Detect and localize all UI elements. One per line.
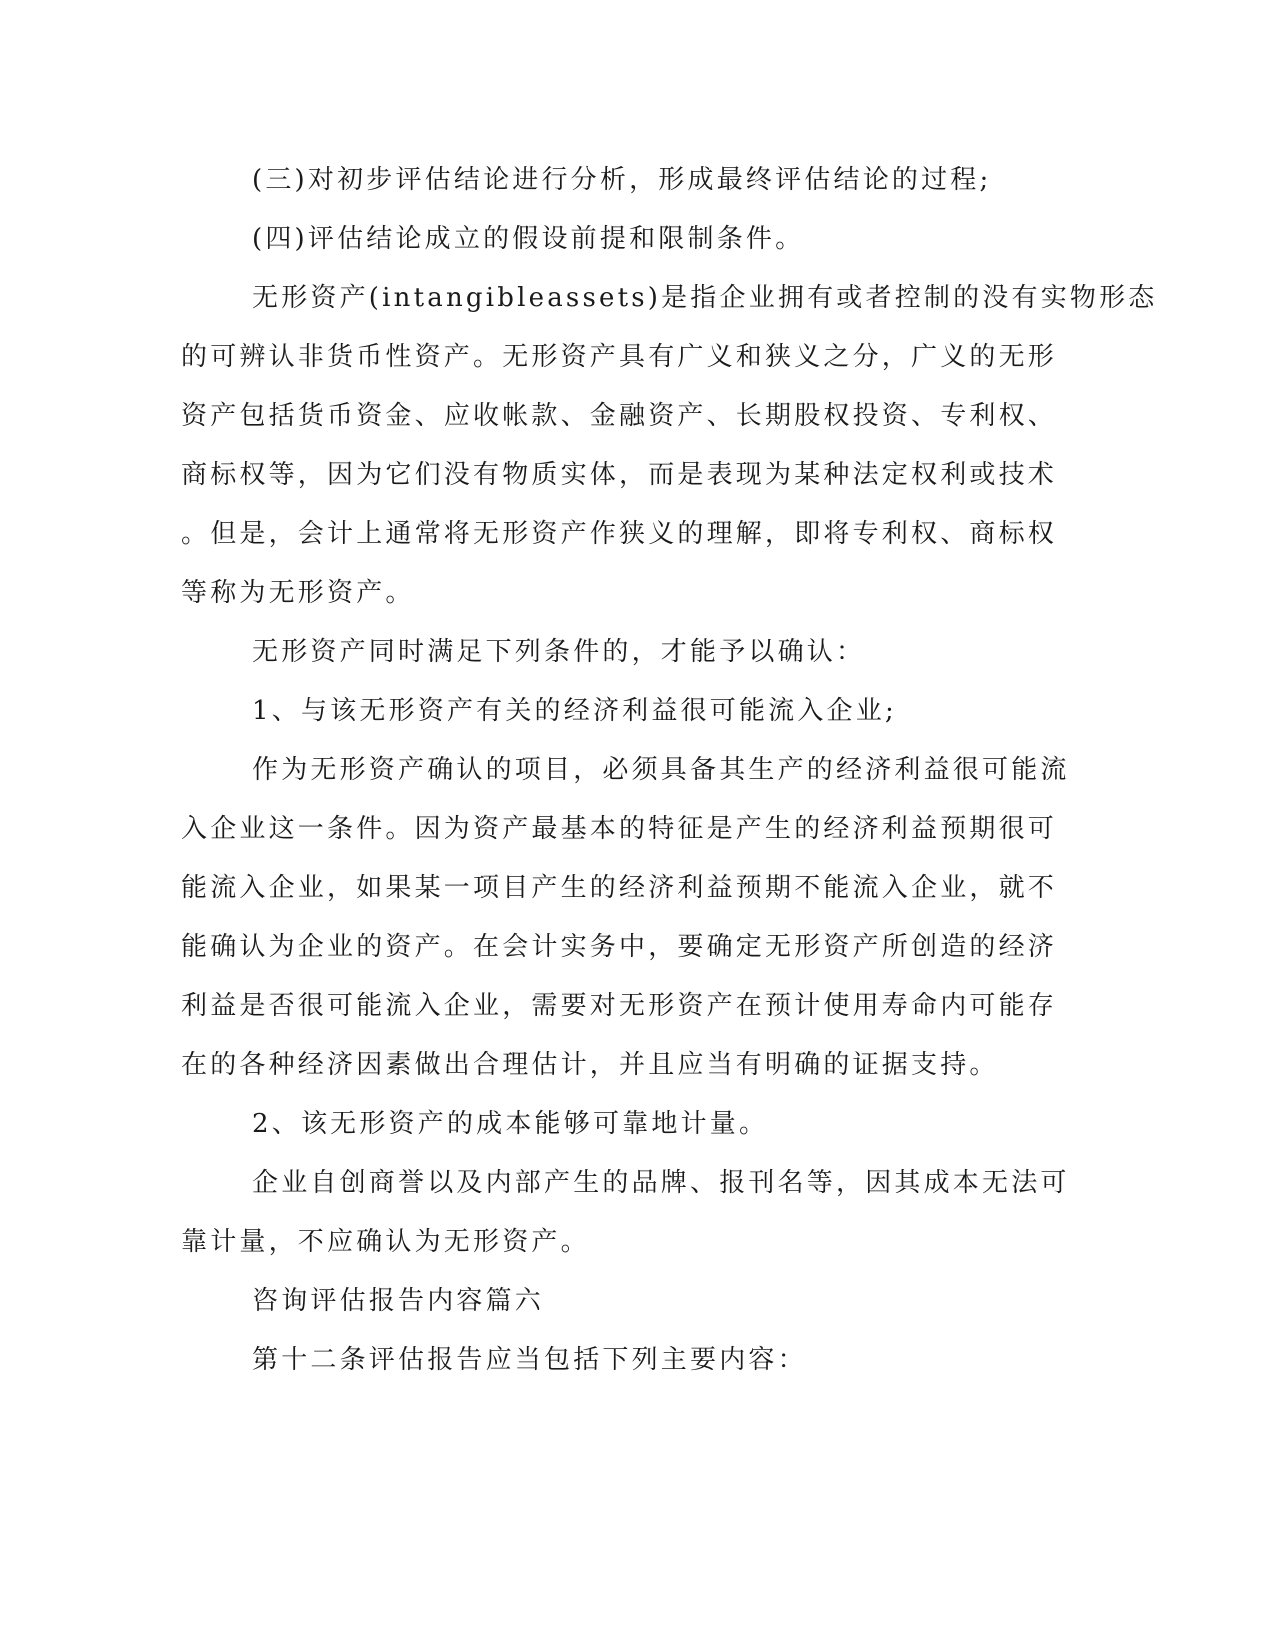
text-line: 第十二条评估报告应当包括下列主要内容： xyxy=(252,1345,807,1375)
section-heading: 咨询评估报告内容篇六 xyxy=(252,1286,545,1316)
text-line: 1、与该无形资产有关的经济利益很可能流入企业; xyxy=(252,696,897,726)
text-line: 入企业这一条件。因为资产最基本的特征是产生的经济利益预期很可 xyxy=(181,814,1058,844)
text-line: 等称为无形资产。 xyxy=(181,578,415,608)
text-line: 能确认为企业的资产。在会计实务中，要确定无形资产所创造的经济 xyxy=(181,932,1058,962)
text-line: 靠计量，不应确认为无形资产。 xyxy=(181,1227,590,1257)
text-line: 2、该无形资产的成本能够可靠地计量。 xyxy=(252,1109,769,1139)
text-line: (四)评估结论成立的假设前提和限制条件。 xyxy=(252,224,805,254)
text-line: 能流入企业，如果某一项目产生的经济利益预期不能流入企业，就不 xyxy=(181,873,1058,903)
text-line: 企业自创商誉以及内部产生的品牌、报刊名等，因其成本无法可 xyxy=(252,1168,1070,1198)
text-line: 在的各种经济因素做出合理估计，并且应当有明确的证据支持。 xyxy=(181,1050,999,1080)
text-line: 资产包括货币资金、应收帐款、金融资产、长期股权投资、专利权、 xyxy=(181,401,1058,431)
text-line: 的可辨认非货币性资产。无形资产具有广义和狭义之分，广义的无形 xyxy=(181,342,1058,372)
text-line: 。但是，会计上通常将无形资产作狭义的理解，即将专利权、商标权 xyxy=(181,519,1058,549)
text-line: 作为无形资产确认的项目，必须具备其生产的经济利益很可能流 xyxy=(252,755,1070,785)
text-line: 无形资产(intangibleassets)是指企业拥有或者控制的没有实物形态 xyxy=(252,283,1158,313)
text-line: 商标权等，因为它们没有物质实体，而是表现为某种法定权利或技术 xyxy=(181,460,1058,490)
text-line: 利益是否很可能流入企业，需要对无形资产在预计使用寿命内可能存 xyxy=(181,991,1058,1021)
text-line: 无形资产同时满足下列条件的，才能予以确认： xyxy=(252,637,866,667)
text-line: (三)对初步评估结论进行分析，形成最终评估结论的过程; xyxy=(252,165,992,195)
